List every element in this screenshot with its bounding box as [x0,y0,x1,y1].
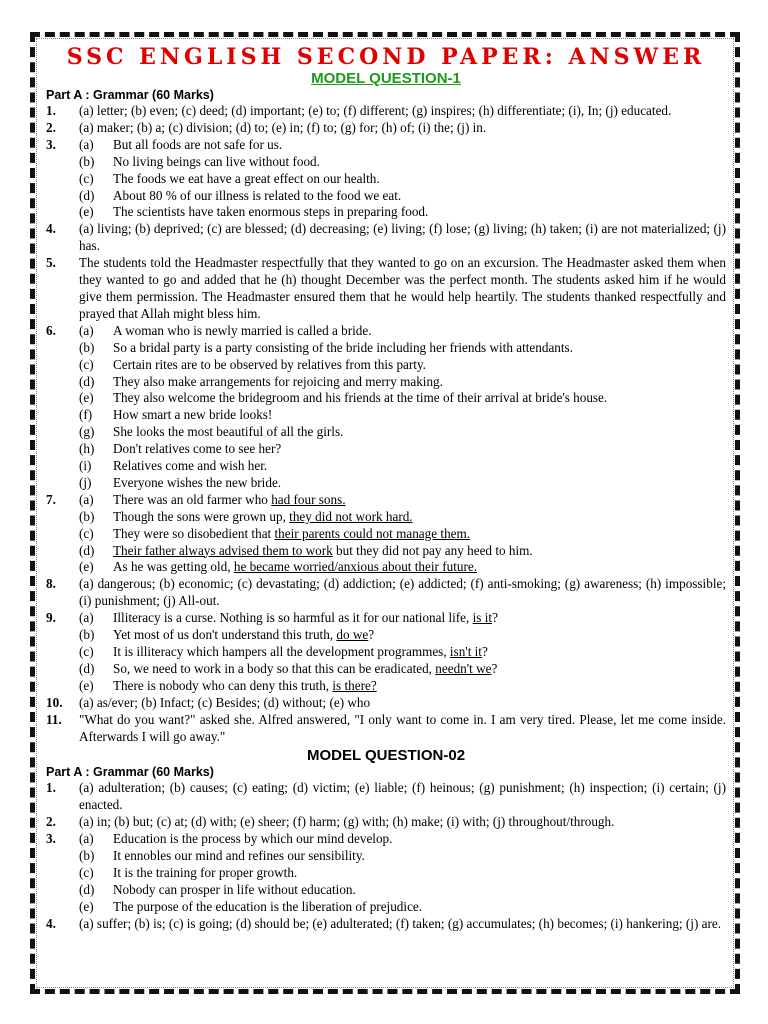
answer-item [79,831,726,848]
item-text: A woman who is newly married is called a bride. [113,322,372,338]
item-letter: (e) [79,204,94,220]
answer-item [79,407,726,424]
item-letter: (b) [79,153,95,169]
answer-text: The students told the Headmaster respectfully that they wanted to go on an excursion. The Headmaster asked them when they wanted to go and added that he (h) thought December was the perfect month. The students asked him if he would give them permission. The Headmaster ensured them that he would help heartily. The students thanked respectfully and prayed that Allah might bless him. [79,255,726,321]
item-text: Nobody can prosper in life without education. [113,881,356,897]
question-number: 2. [46,119,56,135]
item-letter: (c) [79,356,94,372]
question-number: 4. [46,221,56,237]
question-4 [46,916,726,933]
item-text: But all foods are not safe for us. [113,136,283,152]
item-letter: (i) [79,458,92,474]
item-text [113,627,726,644]
answer-text: (a) dangerous; (b) economic; (c) devastating; (d) addiction; (e) addicted; (f) anti-smoking; (g) awareness; (h) impossible; (i) punishment; (j) All-out. [79,576,726,609]
item-text-underlined: is it [472,610,493,626]
item-text: About 80 % of our illness is related to the food we eat. [113,187,402,203]
item-text-plain: There is nobody who can deny this truth, [113,677,333,693]
answer-item [79,610,726,627]
item-text: Relatives come and wish her. [113,458,268,474]
answer-item [79,188,726,205]
item-text-underlined: is there? [332,677,377,693]
item-letter: (e) [79,390,94,406]
answer-list [79,831,726,916]
item-text [113,678,726,695]
item-text [113,543,726,560]
question-number: 3. [46,831,56,847]
item-text-underlined: isn't it [449,644,482,659]
answer-item [79,526,726,543]
item-text [113,610,726,627]
item-letter: (b) [79,848,95,864]
question-number: 2. [46,814,56,830]
item-text-underlined: Their father always advised them to work [113,542,333,558]
item-letter: (f) [79,407,93,423]
question-number: 11. [46,711,62,727]
item-text [113,559,726,576]
answer-item [79,509,726,526]
item-text-plain: So, we need to work in a body so that this can be eradicated, [113,660,436,676]
item-text-underlined: needn't we [435,660,492,676]
item-text-underlined: their parents could not manage them. [274,525,471,541]
item-text: The scientists have taken enormous steps in preparing food. [113,204,429,220]
answer-item [79,441,726,458]
answer-item [79,882,726,899]
item-text: They also make arrangements for rejoicing and merry making. [113,373,443,389]
item-text-plain: ? [368,627,375,643]
item-letter: (a) [79,136,94,152]
part-a-heading: Part A : Grammar (60 Marks) [46,765,214,780]
answer-item [79,661,726,678]
item-text-plain: but they did not pay any heed to him. [332,542,533,558]
item-text: How smart a new bride looks! [113,407,273,423]
item-text [113,661,726,678]
item-text-plain: It is illiteracy which hampers all the development programmes, [113,644,450,659]
item-text [113,509,726,526]
item-letter: (a) [79,610,94,626]
item-letter: (e) [79,677,94,693]
question-5 [46,255,726,323]
item-text-plain: They were so disobedient that [113,525,275,541]
answer-item [79,543,726,560]
item-letter: (d) [79,660,95,676]
item-letter: (c) [79,644,94,659]
question-7 [46,492,726,577]
answer-item [79,899,726,916]
answer-list [79,323,726,492]
question-number: 3. [46,136,56,152]
item-letter: (d) [79,373,95,389]
part-a-heading: Part A : Grammar (60 Marks) [46,88,214,102]
answer-item [79,865,726,882]
item-text [113,492,726,509]
question-3 [46,831,726,916]
item-letter: (c) [79,170,94,186]
question-1 [46,103,726,120]
answer-item [79,475,726,492]
item-text: Certain rites are to be observed by relatives from this party. [113,356,426,372]
question-11 [46,712,726,746]
item-text: Education is the process by which our mind develop. [113,831,393,847]
item-text: Everyone wishes the new bride. [113,474,282,490]
question-2 [46,120,726,137]
answer-item [79,137,726,154]
item-text-plain: Though the sons were grown up, [113,508,290,524]
page-title: SSC ENGLISH SECOND PAPER: ANSWER [66,44,706,70]
item-letter: (e) [79,898,94,914]
item-letter: (a) [79,322,94,338]
model-question-2-heading: MODEL QUESTION-02 [306,747,466,765]
answer-item [79,154,726,171]
answer-item [79,644,726,661]
answer-item [79,848,726,865]
item-text [113,526,726,543]
item-text: So a bridal party is a party consisting of the bride including her friends with attendants. [113,339,573,355]
item-letter: (d) [79,542,95,558]
question-3 [46,137,726,222]
answer-sheet [46,44,726,933]
answer-item [79,458,726,475]
model-question-1-heading: MODEL QUESTION-1 [311,70,461,87]
item-letter: (c) [79,864,94,880]
item-text-underlined: had four sons. [271,491,346,507]
question-1 [46,780,726,814]
item-letter: (h) [79,441,95,457]
question-number: 8. [46,576,56,592]
answer-item [79,374,726,391]
answer-list [79,492,726,577]
item-letter: (a) [79,491,94,507]
item-text-plain: ? [491,660,498,676]
item-letter: (d) [79,881,95,897]
answer-text: (a) as/ever; (b) Infact; (c) Besides; (d) without; (e) who [79,694,371,710]
answer-item [79,678,726,695]
item-text-underlined: do we [336,627,369,643]
question-number: 4. [46,915,56,931]
item-text-plain: Yet most of us don't understand this truth, [113,627,337,643]
answer-text: (a) letter; (b) even; (c) deed; (d) important; (e) to; (f) different; (g) inspires; (h) differentiate; (i), In; (j) educated. [79,103,672,118]
item-text-underlined: he became worried/anxious about their future. [233,559,478,575]
question-number: 1. [46,780,56,796]
answer-item [79,627,726,644]
item-text-plain: Illiteracy is a curse. Nothing is so harmful as it for our national life, [113,610,473,626]
answer-text: (a) maker; (b) a; (c) division; (d) to; (e) in; (f) to; (g) for; (h) of; (i) the; (j) in. [79,119,487,135]
question-number: 5. [46,255,56,271]
question-8 [46,576,726,610]
question-2 [46,814,726,831]
answer-list [79,610,726,695]
answer-item [79,323,726,340]
item-text: The foods we eat have a great effect on our health. [113,170,380,186]
answer-item [79,559,726,576]
answer-text: (a) living; (b) deprived; (c) are blessed; (d) decreasing; (e) living; (f) lose; (g) living; (h) taken; (i) are not materialized; (j) has. [79,221,726,254]
item-text: They also welcome the bridegroom and his friends at the time of their arrival at bride's house. [113,390,608,406]
item-letter: (d) [79,187,95,203]
question-6 [46,323,726,492]
item-letter: (a) [79,831,94,847]
item-text: It is the training for proper growth. [113,864,298,880]
item-text: No living beings can live without food. [113,153,320,169]
item-text: Don't relatives come to see her? [113,441,282,457]
question-number: 1. [46,103,56,118]
item-text-plain: There was an old farmer who [113,491,272,507]
answer-item [79,492,726,509]
item-letter: (g) [79,424,95,440]
item-text-underlined: they did not work hard. [289,508,413,524]
item-letter: (e) [79,559,94,575]
answer-text: (a) adulteration; (b) causes; (c) eating; (d) victim; (e) liable; (f) heinous; (g) punishment; (h) inspection; (i) certain; (j) enacted. [79,780,726,813]
answer-item [79,171,726,188]
answer-text: "What do you want?" asked she. Alfred answered, "I only want to come in. I am very tired. Please, let me come inside. Afterwards I will go away." [79,711,726,744]
answer-item [79,340,726,357]
item-text-plain: As he was getting old, [113,559,234,575]
item-text-plain: ? [492,610,498,626]
question-number: 9. [46,610,56,626]
question-number: 7. [46,491,56,507]
question-number: 6. [46,322,56,338]
answer-item [79,390,726,407]
answer-list [79,137,726,222]
answer-text: (a) in; (b) but; (c) at; (d) with; (e) sheer; (f) harm; (g) with; (h) make; (i) with; (j) throughout/through. [79,814,615,830]
answer-item [79,357,726,374]
answer-text: (a) suffer; (b) is; (c) is going; (d) should be; (e) adulterated; (f) taken; (g) accumulates; (h) becomes; (i) hankering; (j) are. [79,915,722,931]
item-letter: (b) [79,339,95,355]
item-text: She looks the most beautiful of all the girls. [113,424,344,440]
item-text-plain: ? [481,644,488,659]
item-text [113,644,726,661]
item-text: The purpose of the education is the liberation of prejudice. [113,898,423,914]
answer-item [79,204,726,221]
question-10 [46,695,726,712]
question-number: 10. [46,694,63,710]
item-letter: (b) [79,627,95,643]
question-4 [46,221,726,255]
answer-item [79,424,726,441]
question-9 [46,610,726,695]
item-letter: (b) [79,508,95,524]
item-letter: (c) [79,525,94,541]
item-text: It ennobles our mind and refines our sensibility. [113,848,365,864]
item-letter: (j) [79,474,92,490]
